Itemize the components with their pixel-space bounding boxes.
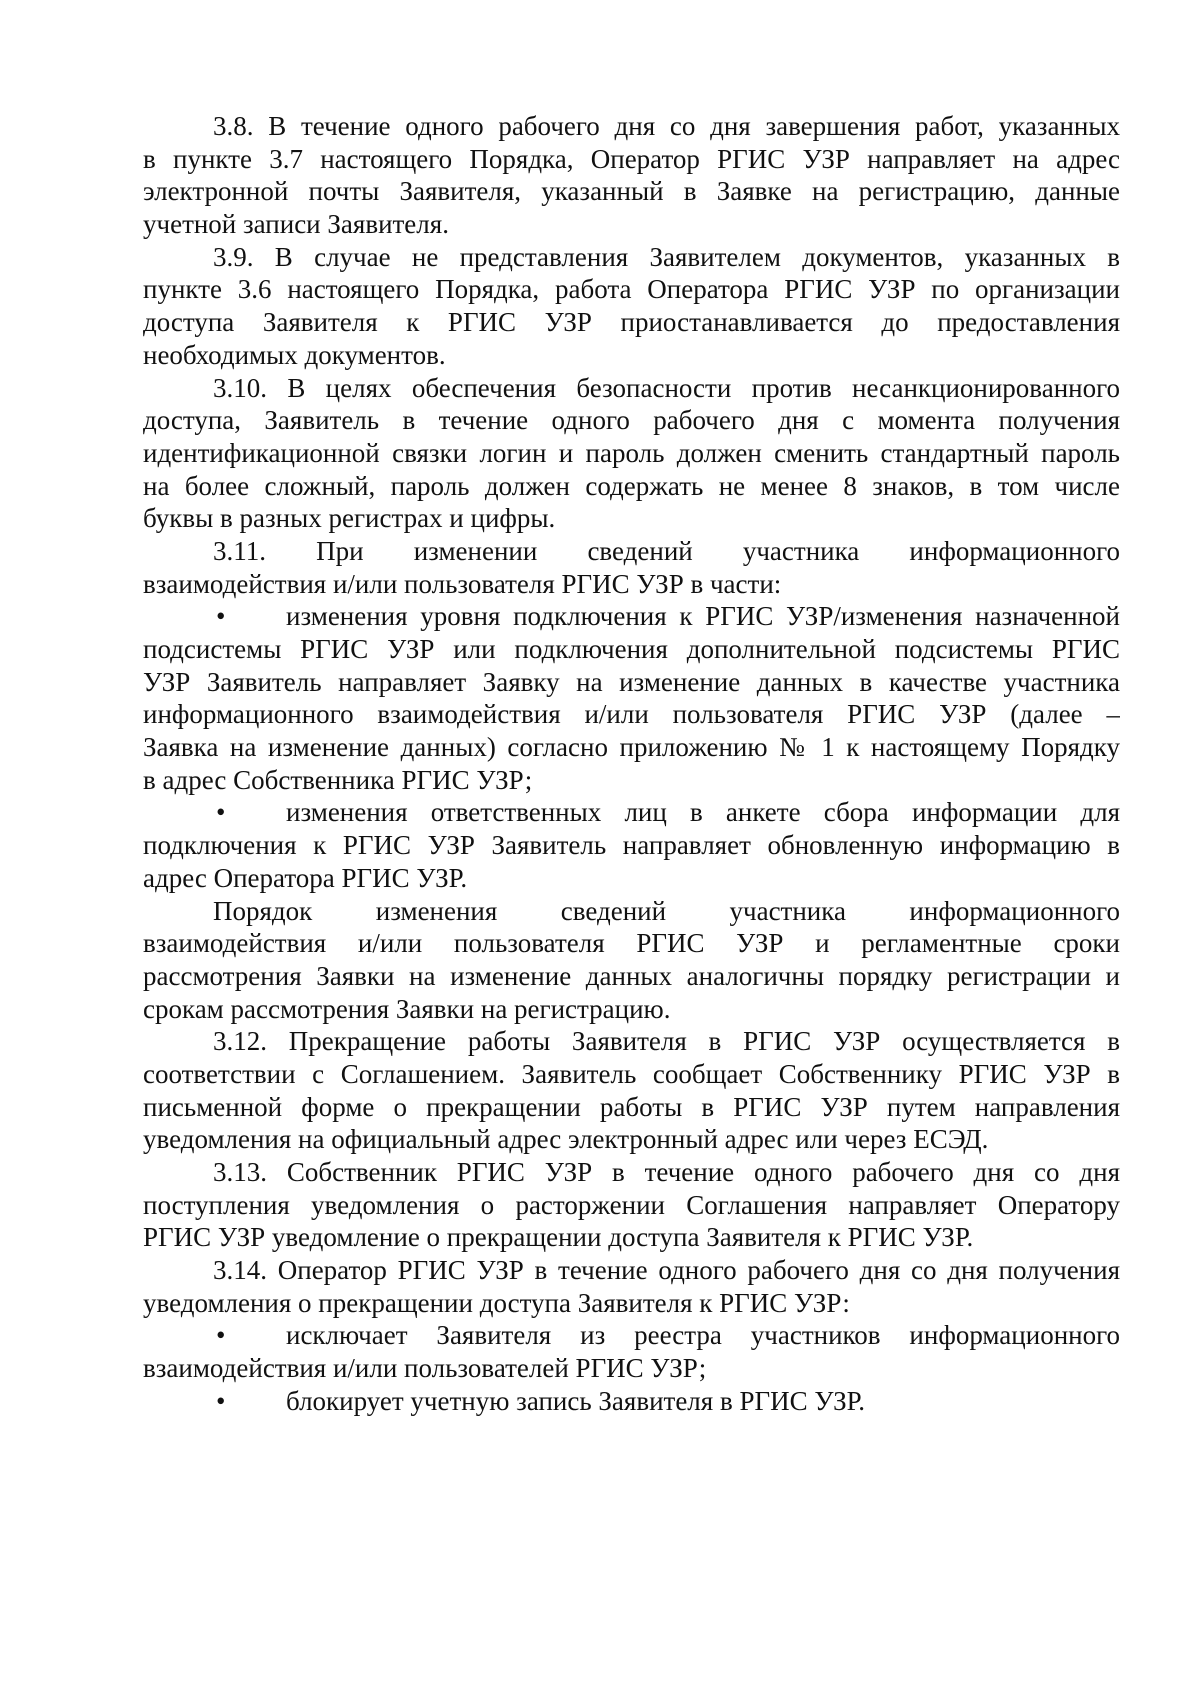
text-line: письменной форме о прекращении работы в РГИС УЗР путем направления <box>143 1091 1120 1122</box>
text-line: в пункте 3.7 настоящего Порядка, Оператор РГИС УЗР направляет на адрес <box>143 143 1120 174</box>
text-line: информационного взаимодействия и/или пользователя РГИС УЗР (далее – <box>143 699 1120 730</box>
text-line: учетной записи Заявителя. <box>143 209 449 240</box>
text-line: 3.13. Собственник РГИС УЗР в течение одного рабочего дня со дня <box>213 1157 1120 1187</box>
text-line: взаимодействия и/или пользователя РГИС УЗР в части: <box>143 568 782 599</box>
bullet-item <box>143 1319 1120 1384</box>
paragraph <box>143 1156 1120 1254</box>
text-line: соответствии с Соглашением. Заявитель сообщает Собственнику РГИС УЗР в <box>143 1058 1120 1089</box>
text-line: буквы в разных регистрах и цифры. <box>143 503 556 534</box>
text-line: 3.14. Оператор РГИС УЗР в течение одного рабочего дня со дня получения <box>213 1255 1120 1286</box>
text-line: 3.8. В течение одного рабочего дня со дня завершения работ, указанных <box>213 111 1120 141</box>
paragraph <box>143 110 1120 241</box>
text-line: взаимодействия и/или пользователя РГИС УЗР и регламентные сроки <box>143 928 1120 959</box>
text-line: 3.11. При изменении сведений участника информационного <box>213 535 1120 566</box>
text-line: изменения уровня подключения к РГИС УЗР/изменения назначенной <box>286 601 1120 632</box>
text-line: уведомления о прекращении доступа Заявителя к РГИС УЗР: <box>143 1287 850 1318</box>
bullet-icon: • <box>216 1320 226 1351</box>
text-line: рассмотрения Заявки на изменение данных аналогичны порядку регистрации и <box>143 960 1120 991</box>
text-line: взаимодействия и/или пользователей РГИС УЗР; <box>143 1353 707 1384</box>
text-line: уведомления на официальный адрес электронный адрес или через ЕСЭД. <box>143 1124 989 1155</box>
text-line: блокирует учетную запись Заявителя в РГИС УЗР. <box>286 1385 866 1416</box>
text-line: пункте 3.6 настоящего Порядка, работа Оператора РГИС УЗР по организации <box>143 274 1120 305</box>
bullet-icon: • <box>216 601 226 632</box>
bullet-item <box>143 1385 1120 1418</box>
bullet-item <box>143 796 1120 894</box>
paragraph <box>143 1254 1120 1319</box>
text-line: в адрес Собственника РГИС УЗР; <box>143 764 533 795</box>
text-line: электронной почты Заявителя, указанный в Заявке на регистрацию, данные <box>143 176 1120 207</box>
text-line: 3.10. В целях обеспечения безопасности против несанкционированного <box>213 372 1120 403</box>
text-line: подключения к РГИС УЗР Заявитель направляет обновленную информацию в <box>143 830 1120 861</box>
text-line: 3.9. В случае не представления Заявителем документов, указанных в <box>213 241 1120 272</box>
text-line: поступления уведомления о расторжении Соглашения направляет Оператору <box>143 1189 1120 1220</box>
text-line: адрес Оператора РГИС УЗР. <box>143 862 468 893</box>
text-line: УЗР Заявитель направляет Заявку на изменение данных в качестве участника <box>143 666 1120 697</box>
text-line: исключает Заявителя из реестра участников информационного <box>286 1320 1120 1351</box>
bullet-item <box>143 600 1120 796</box>
text-line: доступа, Заявитель в течение одного рабочего дня с момента получения <box>143 405 1120 436</box>
text-line: Заявка на изменение данных) согласно приложению № 1 к настоящему Порядку <box>143 732 1120 763</box>
bullet-icon: • <box>216 1385 226 1416</box>
text-line: на более сложный, пароль должен содержать не менее 8 знаков, в том числе <box>143 470 1120 501</box>
paragraph <box>143 372 1120 535</box>
paragraph <box>143 241 1120 372</box>
paragraph <box>143 895 1120 1026</box>
text-line: срокам рассмотрения Заявки на регистрацию. <box>143 993 671 1024</box>
text-line: 3.12. Прекращение работы Заявителя в РГИС УЗР осуществляется в <box>213 1026 1120 1057</box>
text-line: подсистемы РГИС УЗР или подключения дополнительной подсистемы РГИС <box>143 634 1120 664</box>
text-line: необходимых документов. <box>143 339 446 370</box>
text-line: РГИС УЗР уведомление о прекращении доступа Заявителя к РГИС УЗР. <box>143 1222 974 1253</box>
paragraph <box>143 1025 1120 1156</box>
text-line: Порядок изменения сведений участника информационного <box>213 895 1120 926</box>
bullet-icon: • <box>216 797 226 828</box>
text-line: изменения ответственных лиц в анкете сбора информации для <box>286 797 1120 828</box>
text-line: доступа Заявителя к РГИС УЗР приостанавливается до предоставления <box>143 307 1120 338</box>
document-page <box>143 110 1120 1418</box>
paragraph <box>143 535 1120 600</box>
text-line: идентификационной связки логин и пароль должен сменить стандартный пароль <box>143 437 1120 468</box>
